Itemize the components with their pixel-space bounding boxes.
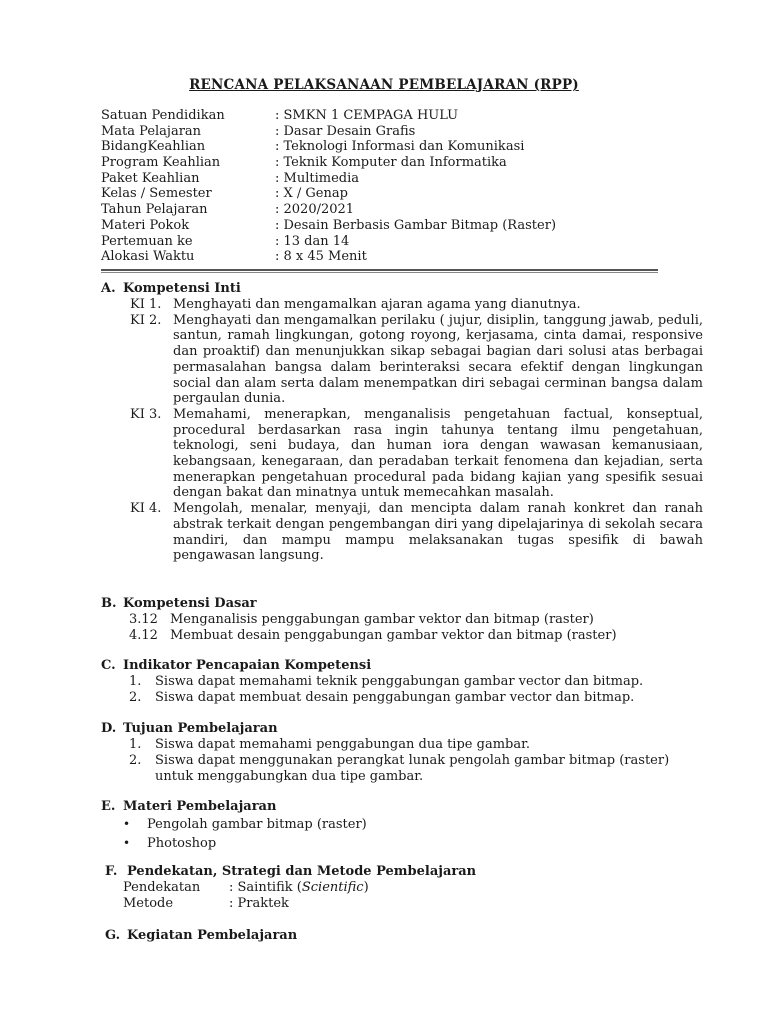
info-row (101, 218, 661, 234)
metode-row (105, 896, 715, 912)
header-divider (101, 269, 658, 273)
info-label: Satuan Pendidikan (101, 108, 225, 123)
info-table (101, 108, 661, 265)
info-label: Kelas / Semester (101, 186, 212, 202)
info-row (101, 108, 661, 124)
list-number: 1. (129, 674, 142, 689)
info-value: : Teknologi Informasi dan Komunikasi (275, 139, 525, 155)
ki-text: Menghayati dan mengamalkan perilaku ( jujur, disiplin, tanggung jawab, peduli, santun, ramah lingkungan, gotong royong, kerjasama, cinta damai, responsive dan proaktif) dan menunjukkan sikap sebagai bagian dari solusi atas berbagai permasalahan bangsa dalam berinteraksi secara efektif dengan lingkungan social dan alam serta dalam menempatkan diri sebagai cerminan bangsa dalam pergaulan dunia. (173, 312, 703, 407)
metode-value: : Praktek (229, 896, 289, 911)
section-title: Materi Pembelajaran (123, 799, 277, 814)
bullet-item (101, 834, 711, 853)
section-kompetensi-inti (101, 281, 711, 564)
ki-label: KI 3. (130, 406, 162, 422)
pendekatan-suffix: ) (363, 880, 369, 895)
list-item (101, 737, 711, 753)
ki-label: KI 4. (130, 501, 162, 517)
pendekatan-italic: Scientific (301, 880, 364, 895)
ki-item (101, 407, 711, 501)
info-row (101, 155, 661, 171)
ki-label: KI 1. (130, 297, 162, 312)
section-kegiatan (105, 928, 715, 944)
section-letter: F. (105, 864, 118, 879)
section-letter: A. (101, 281, 116, 296)
info-value: : X / Genap (275, 186, 348, 202)
info-value: : 13 dan 14 (275, 233, 350, 249)
info-label: Materi Pokok (101, 217, 190, 233)
bullet-text: Pengolah gambar bitmap (raster) (147, 817, 367, 832)
section-heading (101, 596, 711, 612)
pendekatan-label: Pendekatan (123, 880, 201, 895)
kd-label: 4.12 (129, 628, 158, 643)
section-materi (101, 799, 711, 853)
bullet-icon: • (123, 817, 131, 831)
info-value: : Desain Berbasis Gambar Bitmap (Raster) (275, 217, 557, 233)
section-heading (101, 658, 711, 674)
info-value: : Dasar Desain Grafis (275, 123, 416, 139)
section-heading (105, 864, 715, 880)
info-row (101, 234, 661, 250)
kd-text: Membuat desain penggabungan gambar vektor dan bitmap (raster) (170, 628, 617, 643)
list-number: 2. (129, 690, 142, 705)
ki-text: Menghayati dan mengamalkan ajaran agama yang dianutnya. (173, 297, 581, 312)
section-title: Kompetensi Inti (123, 281, 241, 296)
kd-text: Menganalisis penggabungan gambar vektor dan bitmap (raster) (170, 612, 594, 627)
section-heading (101, 721, 711, 737)
section-letter: B. (101, 596, 117, 611)
bullet-item (101, 815, 711, 834)
section-heading (101, 281, 711, 297)
info-row (101, 249, 661, 265)
info-label: Paket Keahlian (101, 170, 200, 186)
info-row (101, 171, 661, 187)
list-item (101, 753, 711, 785)
ki-text: Memahami, menerapkan, menganalisis pengetahuan factual, konseptual, procedural berdasarkan rasa ingin tahunya tentang ilmu pengetahuan, teknologi, seni budaya, dan human iora dengan wawasan kemanusiaan, kebangsaan, kenegaraan, dan peradaban terkait fenomena dan kejadian, serta menerapkan pengetahuan procedural pada bidang kajian yang spesifik sesuai dengan bakat dan minatnya untuk memecahkan masalah. (173, 406, 703, 501)
pendekatan-value (229, 880, 369, 896)
section-indikator (101, 658, 711, 706)
bullet-text: Photoshop (147, 836, 217, 851)
section-title: Tujuan Pembelajaran (123, 721, 278, 736)
info-label: Mata Pelajaran (101, 123, 202, 139)
section-title: Kegiatan Pembelajaran (127, 928, 298, 943)
kd-label: 3.12 (129, 612, 158, 627)
info-label: BidangKeahlian (101, 139, 206, 155)
ki-text: Mengolah, menalar, menyaji, dan mencipta dalam ranah konkret dan ranah abstrak terkait dengan pengembangan diri yang dipelajarinya di sekolah secara mandiri, dan mampu mampu melaksanakan tugas spesifik di bawah pengawasan langsung. (173, 501, 703, 564)
list-text: Siswa dapat memahami penggabungan dua tipe gambar. (155, 737, 531, 752)
section-letter: E. (101, 799, 116, 814)
info-label: Program Keahlian (101, 155, 221, 171)
section-title: Indikator Pencapaian Kompetensi (123, 658, 372, 673)
info-label: Pertemuan ke (101, 233, 193, 249)
ki-item (101, 297, 711, 313)
list-number: 2. (129, 753, 142, 768)
list-text: Siswa dapat memahami teknik penggabungan gambar vector dan bitmap. (155, 674, 644, 689)
document-title: RENCANA PELAKSANAAN PEMBELAJARAN (RPP) (189, 77, 579, 93)
ki-item (101, 501, 711, 564)
section-title: Kompetensi Dasar (123, 596, 257, 611)
list-number: 1. (129, 737, 142, 752)
kd-item (101, 612, 711, 628)
section-title: Pendekatan, Strategi dan Metode Pembelajaran (127, 864, 477, 879)
section-tujuan (101, 721, 711, 785)
section-letter: D. (101, 721, 117, 736)
section-heading (101, 799, 711, 815)
info-value: : Teknik Komputer dan Informatika (275, 155, 507, 171)
bullet-icon: • (123, 836, 131, 850)
ki-label: KI 2. (130, 312, 162, 328)
kd-item (101, 628, 711, 644)
list-item (101, 690, 711, 706)
section-heading (105, 928, 715, 944)
pendekatan-row (105, 880, 715, 896)
info-label: Alokasi Waktu (101, 249, 195, 265)
section-pendekatan (105, 864, 715, 912)
info-value: : SMKN 1 CEMPAGA HULU (275, 108, 459, 123)
info-value: : 2020/2021 (275, 202, 355, 218)
list-text: Siswa dapat menggunakan perangkat lunak pengolah gambar bitmap (raster) untuk menggabungkan dua tipe gambar. (155, 753, 670, 784)
info-row (101, 139, 661, 155)
info-row (101, 202, 661, 218)
info-value: : 8 x 45 Menit (275, 249, 367, 265)
list-item (101, 674, 711, 690)
info-row (101, 186, 661, 202)
info-value: : Multimedia (275, 170, 359, 186)
info-row (101, 124, 661, 140)
section-letter: G. (105, 928, 121, 943)
list-text: Siswa dapat membuat desain penggabungan gambar vector dan bitmap. (155, 690, 635, 705)
section-letter: C. (101, 658, 116, 673)
ki-item (101, 313, 711, 407)
pendekatan-prefix: : Saintifik ( (229, 880, 302, 895)
info-label: Tahun Pelajaran (101, 202, 208, 218)
metode-label: Metode (123, 896, 174, 911)
section-kompetensi-dasar (101, 596, 711, 644)
